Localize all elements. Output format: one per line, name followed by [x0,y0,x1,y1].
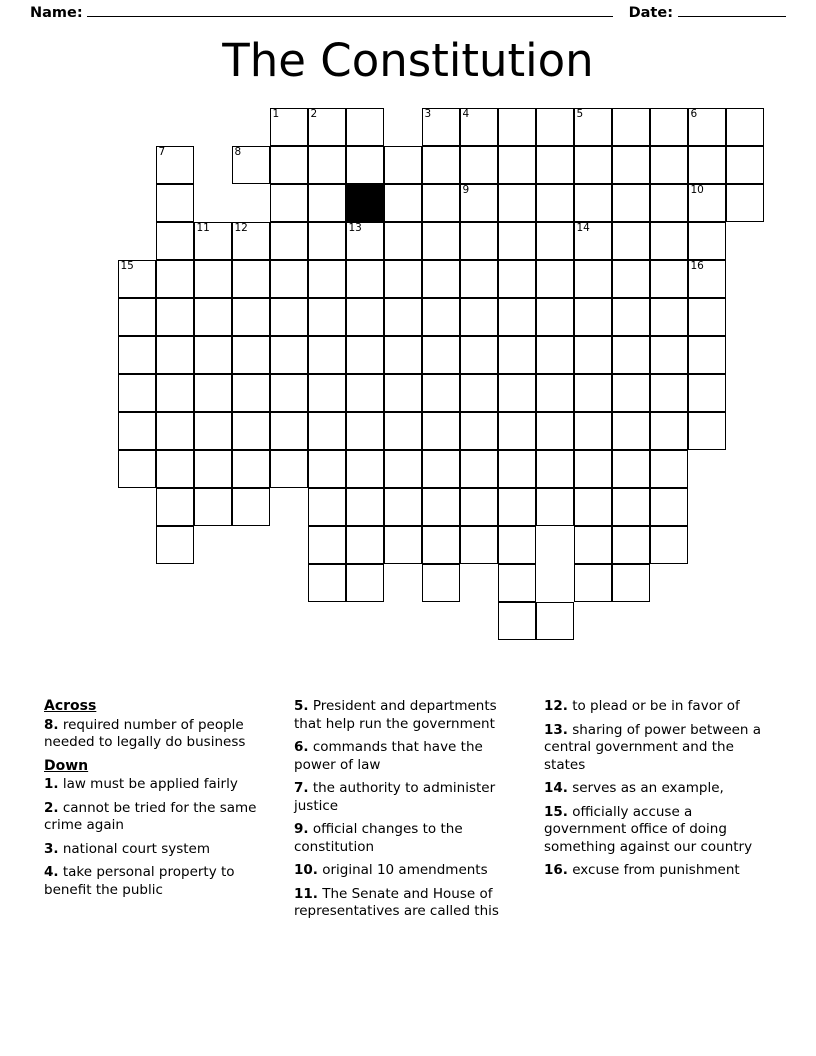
grid-cell-number: 3 [424,108,432,120]
grid-cell[interactable] [688,108,726,146]
grid-cell[interactable] [156,526,194,564]
grid-cell[interactable] [460,450,498,488]
grid-cell-number: 11 [196,222,210,234]
clue-number: 7. [294,780,309,796]
grid-cell[interactable] [118,374,156,412]
grid-cell-number: 6 [690,108,698,120]
grid-cell[interactable] [536,146,574,184]
grid-cell[interactable] [346,222,384,260]
clue-text: serves as an example, [567,780,724,796]
grid-cell[interactable] [270,184,308,222]
grid-cell[interactable] [308,146,346,184]
grid-cell[interactable] [346,374,384,412]
grid-cell[interactable] [536,260,574,298]
grid-cell[interactable] [574,526,612,564]
clue-item [294,821,522,856]
grid-cell[interactable] [460,146,498,184]
grid-cell[interactable] [346,488,384,526]
grid-cell-number: 12 [234,222,248,234]
grid-cell-number: 1 [272,108,280,120]
grid-cell[interactable] [384,298,422,336]
grid-cell[interactable] [194,298,232,336]
clue-list [44,698,772,988]
grid-cell-number: 7 [158,146,166,158]
grid-cell[interactable] [422,298,460,336]
grid-cell[interactable] [270,260,308,298]
grid-cell[interactable] [118,336,156,374]
clue-item [294,739,522,774]
crossword-grid [118,108,704,694]
grid-cell[interactable] [460,184,498,222]
grid-cell[interactable] [460,298,498,336]
clue-text: The Senate and House of representatives are called this [294,885,499,919]
grid-cell[interactable] [346,260,384,298]
grid-cell[interactable] [574,412,612,450]
grid-cell[interactable] [308,222,346,260]
grid-cell[interactable] [194,488,232,526]
grid-cell[interactable] [422,108,460,146]
grid-cell[interactable] [308,412,346,450]
grid-cell-number: 2 [310,108,318,120]
grid-cell[interactable] [650,526,688,564]
grid-cell[interactable] [574,146,612,184]
grid-cell[interactable] [612,222,650,260]
grid-cell[interactable] [422,526,460,564]
name-label: Name: [30,5,83,21]
clue-text: cannot be tried for the same crime again [44,799,257,833]
grid-cell[interactable] [498,526,536,564]
grid-cell[interactable] [270,222,308,260]
clue-item [44,864,272,899]
grid-cell[interactable] [308,260,346,298]
grid-cell[interactable] [422,222,460,260]
grid-cell[interactable] [460,374,498,412]
grid-cell[interactable] [232,298,270,336]
grid-cell[interactable] [650,146,688,184]
clue-number: 13. [544,721,568,738]
clue-text: the authority to administer justice [294,780,496,814]
grid-cell[interactable] [688,146,726,184]
grid-cell[interactable] [118,450,156,488]
grid-cell[interactable] [422,260,460,298]
grid-cell[interactable] [612,374,650,412]
grid-cell[interactable] [346,146,384,184]
clue-text: excuse from punishment [567,862,740,878]
grid-cell-number: 8 [234,146,242,158]
grid-cell[interactable] [308,526,346,564]
grid-cell[interactable] [498,488,536,526]
grid-cell[interactable] [650,336,688,374]
grid-cell[interactable] [270,298,308,336]
grid-cell[interactable] [460,488,498,526]
grid-cell[interactable] [308,374,346,412]
grid-cell[interactable] [232,450,270,488]
grid-cell[interactable] [460,108,498,146]
grid-cell[interactable] [726,146,764,184]
clue-number: 3. [44,840,59,857]
grid-cell[interactable] [346,450,384,488]
grid-cell[interactable] [194,260,232,298]
grid-cell[interactable] [688,184,726,222]
grid-cell[interactable] [650,412,688,450]
grid-cell[interactable] [118,260,156,298]
grid-cell[interactable] [270,146,308,184]
name-write-line [87,4,613,17]
grid-cell[interactable] [612,146,650,184]
clue-number: 14. [544,780,568,796]
grid-cell[interactable] [232,146,270,184]
grid-cell[interactable] [308,450,346,488]
clue-item [294,780,522,815]
grid-cell[interactable] [536,184,574,222]
grid-cell[interactable] [384,412,422,450]
grid-cell[interactable] [460,336,498,374]
grid-cell[interactable] [232,374,270,412]
clue-number: 6. [294,739,309,755]
grid-cell[interactable] [460,222,498,260]
clue-text: sharing of power between a central government and the states [544,721,762,773]
grid-cell[interactable] [612,412,650,450]
grid-cell[interactable] [156,146,194,184]
grid-cell[interactable] [498,602,536,640]
grid-cell[interactable] [612,298,650,336]
grid-cell[interactable] [422,412,460,450]
grid-cell[interactable] [688,298,726,336]
clue-item [44,841,272,859]
grid-cell[interactable] [574,108,612,146]
grid-cell[interactable] [498,108,536,146]
grid-cell[interactable] [384,146,422,184]
grid-cell-number: 15 [120,260,134,272]
grid-cell[interactable] [650,108,688,146]
grid-cell[interactable] [536,602,574,640]
grid-cell[interactable] [156,412,194,450]
grid-cell[interactable] [422,336,460,374]
clue-text: President and departments that help run the government [294,698,497,732]
grid-cell-number: 16 [690,260,704,272]
grid-cell[interactable] [118,412,156,450]
grid-cell[interactable] [270,336,308,374]
grid-cell[interactable] [612,260,650,298]
grid-cell[interactable] [536,374,574,412]
grid-cell[interactable] [194,450,232,488]
grid-cell[interactable] [346,336,384,374]
clue-item [544,698,772,716]
clue-number: 16. [544,862,568,878]
grid-cell[interactable] [232,336,270,374]
date-label: Date: [628,5,673,21]
grid-cell[interactable] [422,374,460,412]
grid-cell[interactable] [346,412,384,450]
clue-item [44,800,272,835]
clue-text: required number of people needed to legally do business [44,716,246,750]
page-title: The Constitution [222,34,594,87]
clue-number: 9. [294,821,309,837]
grid-cell[interactable] [650,184,688,222]
grid-cell[interactable] [156,450,194,488]
grid-cell[interactable] [270,450,308,488]
grid-cell[interactable] [574,488,612,526]
grid-cell[interactable] [194,336,232,374]
grid-cell[interactable] [498,298,536,336]
grid-cell[interactable] [612,526,650,564]
grid-cell[interactable] [156,336,194,374]
grid-cell[interactable] [498,336,536,374]
clue-number: 10. [294,862,318,878]
grid-cell[interactable] [688,260,726,298]
grid-cell[interactable] [536,222,574,260]
clue-text: law must be applied fairly [58,776,238,792]
grid-cell[interactable] [194,412,232,450]
clue-number: 5. [294,698,309,714]
grid-cell[interactable] [536,336,574,374]
clue-item [544,722,772,775]
grid-cell[interactable] [156,488,194,526]
grid-cell[interactable] [308,336,346,374]
grid-cell[interactable] [726,184,764,222]
grid-cell[interactable] [384,450,422,488]
grid-cell-number: 4 [462,108,470,120]
grid-cell[interactable] [536,108,574,146]
grid-cell[interactable] [498,184,536,222]
grid-cell[interactable] [156,260,194,298]
grid-cell[interactable] [574,260,612,298]
grid-cell[interactable] [612,336,650,374]
grid-cell[interactable] [308,108,346,146]
grid-cell[interactable] [232,222,270,260]
grid-cell[interactable] [422,184,460,222]
clue-number: 11. [294,885,318,902]
down-heading: Down [44,757,89,774]
clue-item [294,862,522,880]
clue-item [544,804,772,857]
grid-cell[interactable] [650,298,688,336]
grid-cell-number: 14 [576,222,590,234]
grid-cell[interactable] [612,184,650,222]
grid-cell-number: 10 [690,184,704,196]
grid-cell[interactable] [460,412,498,450]
grid-cell[interactable] [156,374,194,412]
grid-cell[interactable] [536,298,574,336]
clue-item [544,780,772,798]
grid-cell[interactable] [346,526,384,564]
grid-cell[interactable] [270,412,308,450]
grid-cell[interactable] [270,374,308,412]
grid-cell[interactable] [650,374,688,412]
clue-number: 8. [44,716,59,733]
date-write-line [678,4,786,17]
grid-cell[interactable] [194,374,232,412]
grid-cell[interactable] [498,564,536,602]
grid-cell[interactable] [536,412,574,450]
grid-cell[interactable] [650,450,688,488]
grid-cell[interactable] [346,298,384,336]
grid-cell[interactable] [308,488,346,526]
clue-item [294,698,522,733]
grid-cell-number: 13 [348,222,362,234]
grid-cell[interactable] [384,222,422,260]
clue-text: to plead or be in favor of [567,698,740,714]
grid-cell[interactable] [574,336,612,374]
grid-cell[interactable] [422,146,460,184]
grid-cell[interactable] [536,488,574,526]
grid-cell[interactable] [422,488,460,526]
clue-item [294,886,522,921]
grid-cell[interactable] [498,260,536,298]
clue-item [544,862,772,880]
grid-cell[interactable] [460,260,498,298]
grid-cell[interactable] [688,412,726,450]
clue-text: original 10 amendments [317,862,488,878]
grid-cell[interactable] [688,222,726,260]
grid-cell[interactable] [118,298,156,336]
grid-cell[interactable] [574,184,612,222]
grid-cell[interactable] [384,374,422,412]
grid-cell[interactable] [156,298,194,336]
grid-cell[interactable] [574,450,612,488]
clue-text: national court system [58,840,211,857]
grid-cell[interactable] [650,488,688,526]
name-date-header [30,4,786,21]
grid-cell[interactable] [346,108,384,146]
grid-cell[interactable] [688,336,726,374]
clue-number: 15. [544,803,568,820]
grid-cell[interactable] [308,564,346,602]
clue-number: 1. [44,776,59,792]
grid-cell[interactable] [650,222,688,260]
grid-cell[interactable] [422,564,460,602]
grid-cell[interactable] [688,374,726,412]
grid-block [346,184,384,222]
grid-cell[interactable] [498,374,536,412]
grid-cell[interactable] [384,336,422,374]
grid-cell[interactable] [346,564,384,602]
grid-cell[interactable] [232,412,270,450]
grid-cell[interactable] [384,488,422,526]
clue-text: commands that have the power of law [294,739,483,773]
grid-cell[interactable] [726,108,764,146]
grid-cell[interactable] [270,108,308,146]
grid-cell[interactable] [384,526,422,564]
clue-text: official changes to the constitution [294,821,463,855]
grid-cell[interactable] [384,260,422,298]
grid-cell[interactable] [232,488,270,526]
grid-cell[interactable] [498,146,536,184]
across-heading: Across [44,698,97,714]
grid-cell[interactable] [574,298,612,336]
grid-cell[interactable] [498,222,536,260]
grid-cell[interactable] [650,260,688,298]
grid-cell[interactable] [612,564,650,602]
grid-cell[interactable] [156,184,194,222]
grid-cell[interactable] [536,450,574,488]
grid-cell[interactable] [498,412,536,450]
grid-cell[interactable] [612,450,650,488]
grid-cell[interactable] [308,298,346,336]
grid-cell[interactable] [574,222,612,260]
grid-cell[interactable] [422,450,460,488]
grid-cell[interactable] [498,450,536,488]
clue-item [44,717,272,752]
clue-item [44,776,272,794]
grid-cell[interactable] [308,184,346,222]
across-clues [44,717,272,752]
grid-cell-number: 5 [576,108,584,120]
grid-cell[interactable] [612,488,650,526]
grid-cell[interactable] [574,564,612,602]
grid-cell[interactable] [460,526,498,564]
clue-number: 4. [44,864,59,880]
grid-cell[interactable] [194,222,232,260]
grid-cell-number: 9 [462,184,470,196]
clue-number: 2. [44,799,59,816]
grid-cell[interactable] [574,374,612,412]
clue-text: officially accuse a government office of doing something against our country [544,803,753,855]
grid-cell[interactable] [156,222,194,260]
grid-cell[interactable] [612,108,650,146]
clue-number: 12. [544,698,568,714]
clue-text: take personal property to benefit the public [44,864,235,898]
grid-cell[interactable] [384,184,422,222]
grid-cell[interactable] [232,260,270,298]
